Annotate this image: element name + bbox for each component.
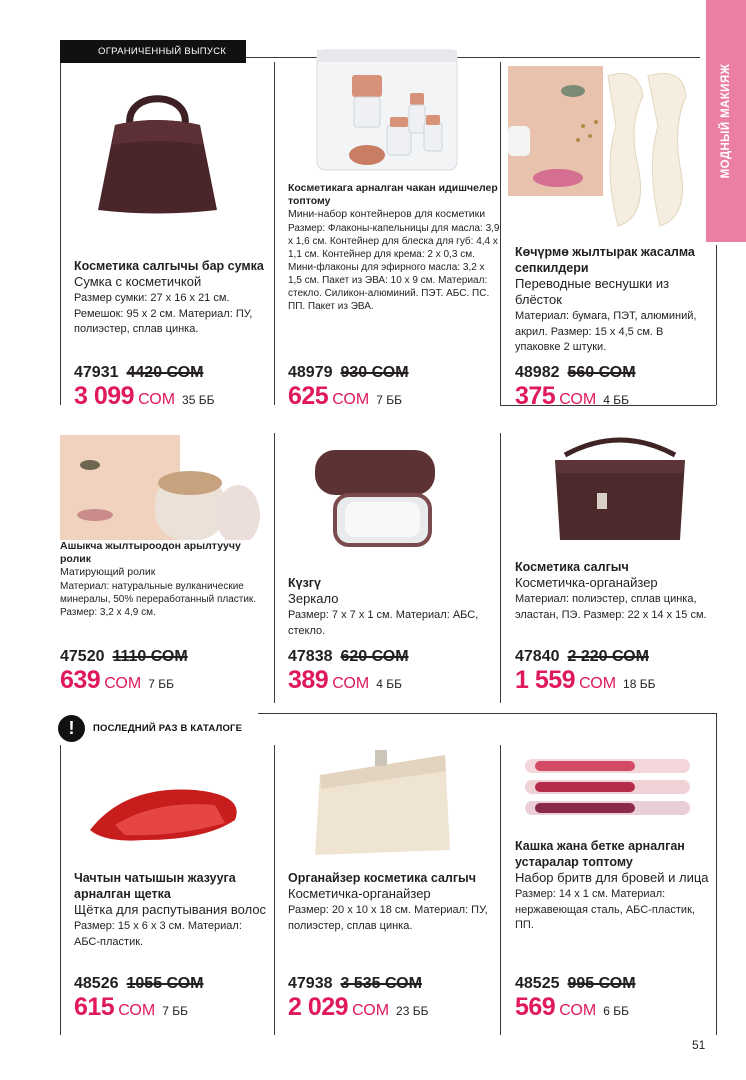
product-subtitle: Щётка для распутывания волос	[74, 902, 267, 917]
old-price: 1055 СОМ	[126, 975, 204, 992]
product-title: Косметика салгычы бар сумка	[74, 259, 264, 273]
product-subtitle: Мини-набор контейнеров для косметики	[288, 208, 486, 220]
new-price: 3 099	[74, 382, 135, 410]
product-description: Размер сумки: 27 x 16 x 21 см. Ремешок: 95 x 2 см. Материал: ПУ, полиэстер, сплав цинка.	[74, 292, 253, 335]
currency: СОМ	[579, 675, 617, 692]
product-title: Косметика салгыч	[515, 560, 629, 574]
product-title: Кашка жана бетке арналган устаралар топтому	[515, 839, 685, 869]
product-card[interactable]	[515, 838, 710, 1030]
divider	[716, 245, 717, 405]
exclamation-icon: !	[58, 715, 85, 742]
product-description: Размер: 14 x 1 см. Материал: нержавеющая сталь, АБС-пластик, ПП.	[515, 888, 695, 931]
new-price-row	[515, 993, 629, 1022]
new-price: 2 029	[288, 993, 349, 1021]
bonus-points: 23 ББ	[396, 1004, 429, 1018]
last-time-label: ПОСЛЕДНИЙ РАЗ В КАТАЛОГЕ	[93, 722, 243, 734]
product-card[interactable]	[515, 559, 710, 703]
roller-image	[60, 435, 260, 540]
product-subtitle: Набор бритв для бровей и лица	[515, 870, 709, 885]
old-price: 2 220 СОМ	[567, 648, 649, 665]
currency: СОМ	[332, 675, 370, 692]
currency: СОМ	[559, 1002, 597, 1019]
bonus-points: 7 ББ	[148, 677, 174, 691]
new-price: 389	[288, 666, 329, 694]
price-row	[74, 364, 203, 382]
banner-label: ОГРАНИЧЕННЫЙ ВЫПУСК	[98, 46, 227, 57]
freckles-image	[508, 66, 693, 236]
product-title: Косметикага арналган чакан идишчелер топтому	[288, 182, 498, 207]
new-price-row	[60, 666, 174, 695]
new-price-row	[515, 666, 655, 695]
product-code: 47938	[288, 975, 333, 992]
product-subtitle: Сумка с косметичкой	[74, 274, 202, 289]
limited-edition-banner	[60, 40, 246, 63]
price-row	[60, 648, 188, 666]
old-price: 560 СОМ	[567, 364, 636, 381]
divider	[500, 433, 501, 703]
divider	[274, 62, 275, 405]
mirror-image	[305, 445, 445, 555]
old-price: 3 535 СОМ	[340, 975, 422, 992]
product-code: 48979	[288, 364, 333, 381]
currency: СОМ	[332, 391, 370, 408]
product-card[interactable]	[288, 182, 500, 408]
product-title: Чачтын чатышын жазууга арналган щетка	[74, 871, 236, 901]
product-card[interactable]	[74, 870, 269, 1030]
page-number: 51	[692, 1038, 706, 1052]
section-tab	[706, 0, 746, 242]
cosmetic-case-image	[545, 425, 695, 550]
product-card[interactable]	[288, 575, 493, 703]
product-card[interactable]	[74, 258, 269, 408]
new-price: 615	[74, 993, 115, 1021]
product-subtitle: Переводные веснушки из блёсток	[515, 276, 670, 307]
product-card[interactable]	[515, 244, 705, 408]
bonus-points: 18 ББ	[623, 677, 656, 691]
new-price: 375	[515, 382, 556, 410]
product-title: Ашыкча жылтыроодон арылтуучу ролик	[60, 540, 241, 565]
price-row	[288, 648, 409, 666]
old-price: 620 СОМ	[340, 648, 409, 665]
product-code: 48526	[74, 975, 119, 992]
product-description: Размер: 7 x 7 x 1 см. Материал: АБС, стекло.	[288, 609, 479, 637]
product-description: Размер: 20 x 10 x 18 см. Материал: ПУ, полиэстер, сплав цинка.	[288, 904, 488, 932]
product-code: 47931	[74, 364, 119, 381]
handbag-image	[95, 85, 220, 215]
product-card[interactable]	[60, 540, 270, 700]
new-price: 639	[60, 666, 101, 694]
currency: СОМ	[559, 391, 597, 408]
price-row	[515, 975, 636, 993]
last-time-badge	[58, 713, 242, 743]
product-title: Органайзер косметика салгыч	[288, 871, 476, 885]
divider	[274, 745, 275, 1035]
product-code: 48525	[515, 975, 560, 992]
mini-containers-image	[312, 45, 462, 175]
product-subtitle: Зеркало	[288, 591, 339, 606]
bonus-points: 4 ББ	[603, 393, 629, 407]
new-price-row	[74, 382, 214, 411]
currency: СОМ	[118, 1002, 156, 1019]
currency: СОМ	[352, 1002, 390, 1019]
product-description: Размер: 15 x 6 x 3 см. Материал: АБС-пластик.	[74, 920, 242, 948]
new-price: 1 559	[515, 666, 576, 694]
divider	[274, 433, 275, 703]
new-price: 625	[288, 382, 329, 410]
beige-organizer-image	[310, 745, 455, 860]
bonus-points: 4 ББ	[376, 677, 402, 691]
price-row	[515, 648, 649, 666]
product-subtitle: Матирующий ролик	[60, 566, 156, 578]
product-code: 48982	[515, 364, 560, 381]
price-row	[515, 364, 636, 382]
new-price-row	[288, 382, 402, 411]
product-description: Материал: бумага, ПЭТ, алюминий, акрил. Размер: 15 x 4,5 см. В упаковке 2 штуки.	[515, 310, 697, 353]
product-subtitle: Косметичка-органайзер	[515, 575, 658, 590]
new-price-row	[515, 382, 629, 411]
new-price-row	[74, 993, 188, 1022]
product-subtitle: Косметичка-органайзер	[288, 886, 431, 901]
product-description: Материал: натуральные вулканические минералы, 50% переработанный пластик. Размер: 3,2 x 4,9 см.	[60, 581, 257, 618]
old-price: 4420 СОМ	[126, 364, 204, 381]
price-row	[74, 975, 203, 993]
divider	[500, 745, 501, 1035]
product-description: Материал: полиэстер, сплав цинка, эластан, ПЭ. Размер: 22 x 14 x 15 см.	[515, 593, 707, 621]
bonus-points: 6 ББ	[603, 1004, 629, 1018]
product-code: 47520	[60, 648, 105, 665]
price-row	[288, 364, 409, 382]
product-code: 47840	[515, 648, 560, 665]
product-title: Күзгү	[288, 576, 321, 590]
hairbrush-image	[85, 775, 255, 850]
product-card[interactable]	[288, 870, 493, 1030]
product-title: Көчүрмө жылтырак жасалма сепкилдери	[515, 245, 695, 275]
bonus-points: 7 ББ	[162, 1004, 188, 1018]
bonus-points: 7 ББ	[376, 393, 402, 407]
divider	[60, 57, 61, 405]
old-price: 1110 СОМ	[112, 648, 188, 665]
divider	[500, 62, 501, 405]
bonus-points: 35 ББ	[182, 393, 215, 407]
new-price-row	[288, 666, 402, 695]
currency: СОМ	[104, 675, 142, 692]
price-row	[288, 975, 422, 993]
currency: СОМ	[138, 391, 176, 408]
new-price-row	[288, 993, 428, 1022]
section-tab-label: МОДНЫЙ МАКИЯЖ	[720, 63, 732, 179]
razors-image	[520, 755, 695, 820]
product-code: 47838	[288, 648, 333, 665]
product-description: Размер: Флаконы-капельницы для масла: 3,9 x 1,6 см. Контейнер для блеска для губ: 4,4 x 1,1 см. Контейнер для крема: 2 x 0,3 см. Мини-флаконы для эфирного масла: 3,2 x 1,5 см. Пакет из ЭВА: 10 x 9 см. Материал: стекло. Силикон-алюминий. ПЭТ. АБС. ПС. ПП. Пакет из ЭВА.	[288, 223, 500, 312]
divider	[60, 745, 61, 1035]
divider	[258, 713, 717, 714]
old-price: 930 СОМ	[340, 364, 409, 381]
divider	[716, 713, 717, 1035]
new-price: 569	[515, 993, 556, 1021]
old-price: 995 СОМ	[567, 975, 636, 992]
